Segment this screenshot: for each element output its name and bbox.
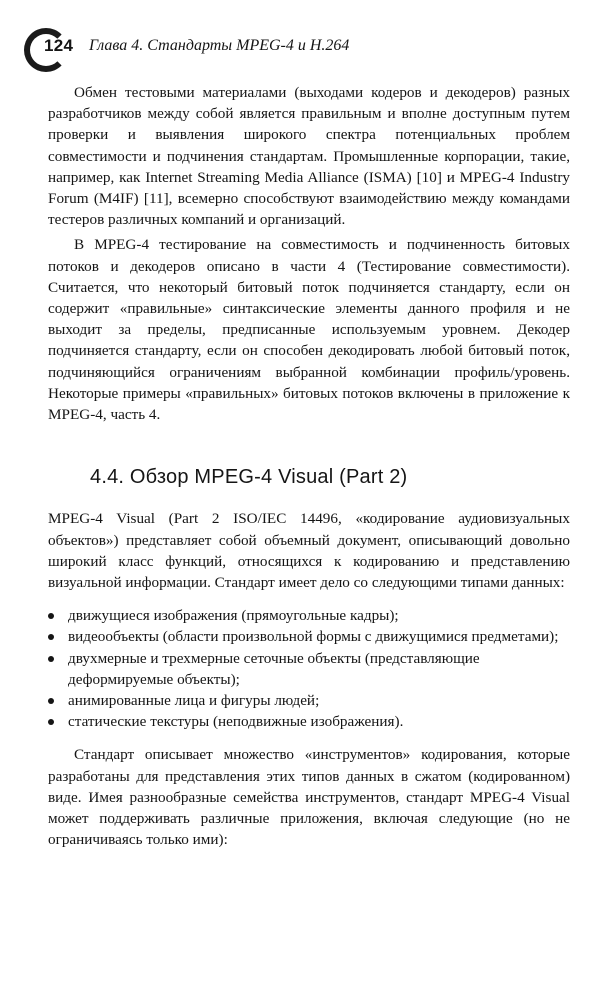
bullet-icon [48, 634, 54, 640]
paragraph-coding-tools: Стандарт описывает множество «инструментов» кодирования, которые разработаны для представления этих типов данных в сжатом (кодированном) виде. Имея разнообразные семейства инструментов, стандарт MPEG-4 Visual может поддерживать различные приложения, включая следующие (но не ограничиваясь только ими): [48, 746, 570, 849]
paragraph-section-intro: MPEG-4 Visual (Part 2 ISO/IEC 14496, «кодирование аудиовизуальных объектов») представляет собой объемный документ, описывающий довольно широкий класс функций, относящихся к кодированию и представлению визуальной информации. Стандарт имеет дело со следующими типами данных: [48, 510, 570, 592]
bullet-icon [48, 656, 54, 662]
bullet-icon [48, 613, 54, 619]
list-item-text: движущиеся изображения (прямоугольные кадры); [68, 607, 399, 625]
bullet-icon [48, 719, 54, 725]
list-item [48, 605, 570, 626]
paragraph-conformance: В MPEG-4 тестирование на совместимость и подчиненность битовых потоков и декодеров описано в части 4 (Тестирование совместимости). Считается, что некоторый битовый поток подчиняется стандарту, если он содержит «правильные» синтаксические элементы данного профиля и не выходит за пределы, предписанные используемым уровнем. Декодер подчиняется стандарту, если он способен декодировать любой битовый поток, подчиняющийся ограничениям выбранной комбинации профиль/уровень. Некоторые примеры «правильных» битовых потоков включены в приложение к MPEG-4, часть 4. [48, 236, 570, 424]
list-item [48, 711, 570, 732]
page-number: 124 [44, 36, 74, 55]
list-item [48, 690, 570, 711]
list-item-text: видеообъекты (области произвольной формы с движущимися предметами); [68, 628, 559, 646]
bullet-icon [48, 698, 54, 704]
list-item [48, 648, 570, 690]
list-item-text: статические текстуры (неподвижные изображения). [68, 713, 404, 731]
data-types-list [48, 605, 570, 732]
page-header [24, 26, 584, 74]
list-item [48, 626, 570, 647]
paragraph-interop-testing: Обмен тестовыми материалами (выходами кодеров и декодеров) разных разработчиков между собой является правильным и вполне доступным путем проверки и выявления широкого спектра потенциальных проблем совместимости и подчинения стандартам. Промышленные корпорации, такие, например, как Internet Streaming Media Alliance (ISMA) [10] и MPEG-4 Industry Forum (M4IF) [11], всемерно способствуют взаимодействию между командами тестеров различных компаний и организаций. [48, 84, 570, 229]
section-heading: 4.4. Обзор MPEG-4 Visual (Part 2) [90, 466, 408, 489]
list-item-text: анимированные лица и фигуры людей; [68, 692, 320, 710]
list-item-text: двухмерные и трехмерные сеточные объекты (представляющие деформируемые объекты); [68, 649, 480, 688]
running-chapter-title: Глава 4. Стандарты MPEG-4 и H.264 [89, 37, 350, 54]
page-body [48, 82, 570, 851]
